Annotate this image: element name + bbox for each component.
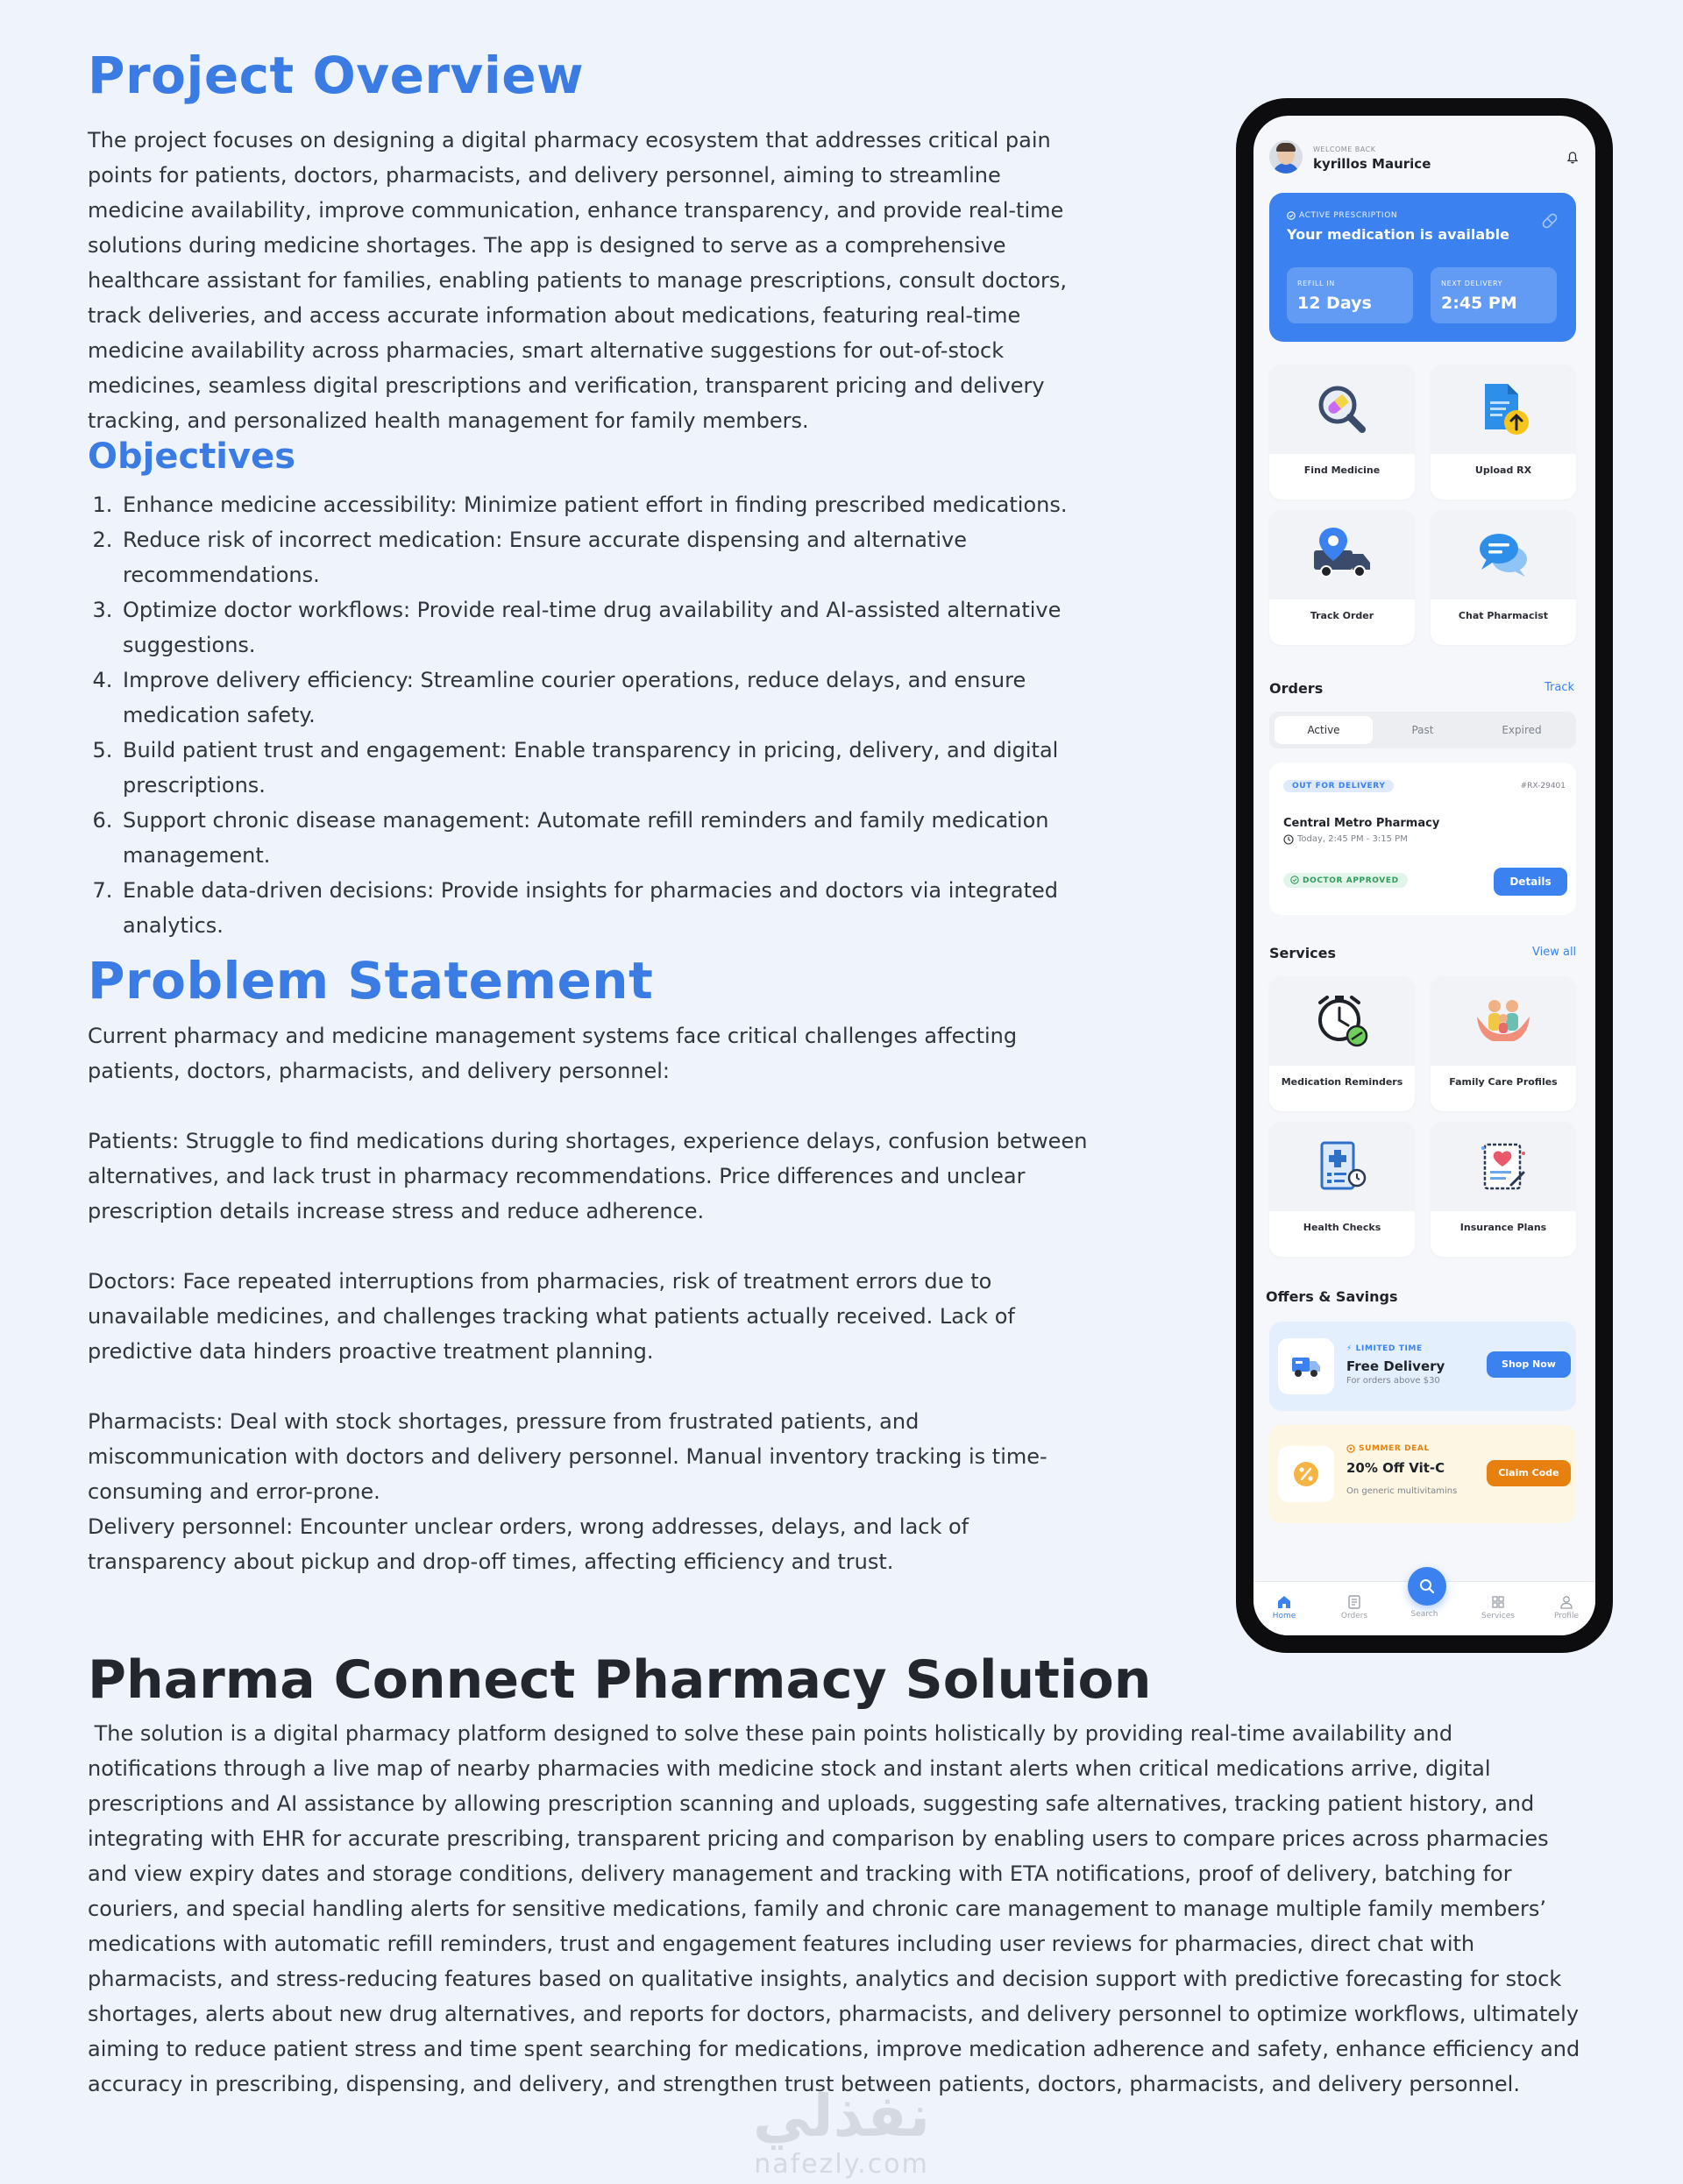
offer-title: Free Delivery (1346, 1358, 1445, 1374)
objective-item: 6. Support chronic disease management: Automate refill reminders and family medication management. (119, 803, 1136, 873)
truck-icon (1290, 1352, 1322, 1380)
receipt-icon (1346, 1594, 1362, 1610)
order-status-badge: OUT FOR DELIVERY (1283, 780, 1394, 792)
objective-item: 2. Reduce risk of incorrect medication: Ensure accurate dispensing and alternative recommendations. (119, 522, 1136, 592)
objective-item: 7. Enable data-driven decisions: Provide insights for pharmacies and doctors via integrated analytics. (119, 873, 1136, 943)
services-view-all-link[interactable]: View all (1532, 946, 1577, 959)
discount-icon (1292, 1460, 1320, 1488)
objective-item: 5. Build patient trust and engagement: Enable transparency in pricing, delivery, and digital prescriptions. (119, 733, 1136, 803)
watermark-latin: nafezly.com (754, 2149, 929, 2180)
problem-intro: Current pharmacy and medicine management systems face critical challenges affecting patients, doctors, pharmacists, and delivery personnel: (88, 1024, 1018, 1083)
overview-heading: Project Overview (88, 46, 585, 105)
sun-icon (1346, 1444, 1355, 1453)
pill-icon (1539, 210, 1560, 231)
nav-label: Orders (1340, 1612, 1368, 1620)
orders-track-link[interactable]: Track (1545, 681, 1575, 694)
order-card[interactable] (1269, 762, 1576, 915)
doctor-approved-badge (1283, 873, 1408, 888)
nav-home[interactable] (1253, 1594, 1315, 1620)
delivery-truck-icon (1310, 524, 1374, 585)
objectives-list (88, 487, 1136, 943)
chat-pharmacist-label: Chat Pharmacist (1458, 610, 1549, 621)
check-circle-icon (1290, 876, 1299, 884)
offer-vitamin-c[interactable] (1269, 1425, 1576, 1523)
offer-free-delivery[interactable] (1269, 1322, 1576, 1411)
track-order-label: Track Order (1310, 610, 1374, 621)
problem-delivery: Delivery personnel: Encounter unclear orders, wrong addresses, delays, and lack of transparency about pickup and drop-off times, affecting efficiency and trust. (88, 1514, 969, 1574)
tab-active[interactable]: Active (1275, 716, 1373, 744)
service-label: Medication Reminders (1281, 1076, 1403, 1088)
user-icon (1559, 1594, 1574, 1610)
service-medication-reminders[interactable] (1269, 976, 1415, 1111)
prescription-label: ACTIVE PRESCRIPTION (1299, 211, 1398, 220)
health-clipboard-icon (1311, 1136, 1373, 1197)
details-button[interactable]: Details (1494, 868, 1567, 896)
offer-subtitle: On generic multivitamins (1346, 1486, 1458, 1496)
next-delivery-label: NEXT DELIVERY (1441, 280, 1503, 287)
watermark-arabic: نفذلي (753, 2082, 930, 2150)
offer-icon-box (1278, 1446, 1334, 1502)
tab-past[interactable]: Past (1411, 724, 1434, 736)
objective-item: 1. Enhance medicine accessibility: Minimize patient effort in finding prescribed medications. (119, 487, 1136, 522)
problem-heading: Problem Statement (88, 951, 654, 1010)
nav-label: Services (1481, 1612, 1515, 1620)
order-time: Today, 2:45 PM - 3:15 PM (1297, 834, 1408, 844)
grid-icon (1490, 1594, 1506, 1610)
clock-icon (1283, 834, 1294, 845)
refill-label: REFILL IN (1297, 280, 1335, 287)
refill-box (1287, 267, 1413, 323)
nav-search[interactable] (1394, 1610, 1455, 1619)
upload-rx-tile[interactable] (1431, 365, 1576, 500)
search-fab[interactable] (1408, 1567, 1446, 1606)
service-family-care-profiles[interactable] (1431, 976, 1576, 1111)
problem-pharmacists: Pharmacists: Deal with stock shortages, pressure from frustrated patients, and miscommunication with doctors and delivery personnel. Manual inventory tracking is time-consuming and error-prone. (88, 1409, 1047, 1504)
offer-icon-box (1278, 1338, 1334, 1394)
doctor-approved-label: DOCTOR APPROVED (1303, 876, 1399, 885)
order-pharmacy: Central Metro Pharmacy (1283, 817, 1440, 830)
objective-item: 3. Optimize doctor workflows: Provide real-time drug availability and AI-assisted alternative suggestions. (119, 592, 1136, 663)
nav-label: Search (1410, 1610, 1438, 1619)
avatar[interactable] (1269, 140, 1303, 174)
chat-pharmacist-tile[interactable] (1431, 510, 1576, 645)
welcome-label: WELCOME BACK (1313, 145, 1376, 153)
offer-tag-text: LIMITED TIME (1355, 1344, 1423, 1353)
nav-orders[interactable] (1324, 1594, 1385, 1620)
find-medicine-label: Find Medicine (1303, 464, 1381, 476)
next-delivery-value: 2:45 PM (1441, 294, 1517, 313)
insurance-document-icon (1473, 1136, 1534, 1197)
problem-patients: Patients: Struggle to find medications during shortages, experience delays, confusion between alternatives, and lack trust in pharmacy recommendations. Price differences and unclear prescription details increase stress and reduce adherence. (88, 1129, 1088, 1223)
overview-paragraph: The project focuses on designing a digital pharmacy ecosystem that addresses critical pain points for patients, doctors, pharmacists, and delivery personnel, aiming to streamline medicine availability, improve communication, enhance transparency, and provide real-time solutions during medicine shortages. The app is designed to serve as a comprehensive healthcare assistant for families, enabling patients to manage prescriptions, consult doctors, track deliveries, and access accurate information about medications, featuring real-time medicine availability across pharmacies, smart alternative suggestions for out-of-stock medicines, seamless digital prescriptions and verification, transparent pricing and delivery tracking, and personalized health management for family members. (88, 128, 1068, 433)
offer-tag: ⚡ LIMITED TIME (1346, 1344, 1423, 1353)
find-medicine-tile[interactable] (1269, 365, 1415, 500)
upload-document-icon (1473, 379, 1534, 440)
home-icon (1276, 1594, 1292, 1610)
phone-mockup (1236, 98, 1613, 1653)
offer-tag: SUMMER DEAL (1359, 1444, 1430, 1453)
offer-title: 20% Off Vit-C (1346, 1460, 1445, 1476)
bell-icon[interactable] (1566, 151, 1580, 165)
chat-bubble-icon (1473, 524, 1534, 585)
solution-paragraph: The solution is a digital pharmacy platform designed to solve these pain points holistically by providing real-time availability and notifications through a live map of nearby pharmacies with medicine stock and instant alerts when critical medications arrive, digital prescriptions and AI assistance by allowing prescription scanning and uploads, suggesting safe alternatives, tracking patient history, and integrating with EHR for accurate prescribing, transparent pricing and comparison by enabling users to compare prices across pharmacies and view expiry dates and storage conditions, delivery management and tracking with ETA notifications, proof of delivery, batching for couriers, and special handling alerts for sensitive medications, family and chronic care management to manage multiple family members’ medications with automatic refill reminders, trust and engagement features including user reviews for pharmacies, direct chat with pharmacists, and stress-reducing features based on qualitative insights, analytics and decision support with predictive forecasting for stock shortages, alerts about new drug alternatives, and reports for doctors, pharmacists, and delivery personnel to optimize workflows, ultimately aiming to reduce patient stress and time spent searching for medications, improve medication adherence and safety, enhance efficiency and accuracy in prescribing, dispensing, and delivery, and strengthen trust between patients, doctors, pharmacists, and delivery personnel. (88, 1721, 1587, 2096)
service-insurance-plans[interactable] (1431, 1122, 1576, 1257)
refill-value: 12 Days (1297, 294, 1372, 313)
alarm-clock-icon (1311, 990, 1373, 1052)
nav-label: Home (1272, 1612, 1296, 1620)
prescription-card[interactable] (1269, 193, 1576, 342)
prescription-title: Your medication is available (1287, 226, 1509, 243)
family-icon (1472, 990, 1535, 1052)
service-health-checks[interactable] (1269, 1122, 1415, 1257)
tab-expired[interactable]: Expired (1502, 724, 1542, 736)
service-label: Family Care Profiles (1449, 1076, 1558, 1088)
orders-tabs (1269, 712, 1576, 748)
app-screen (1253, 116, 1595, 1635)
claim-code-button[interactable]: Claim Code (1487, 1460, 1571, 1486)
objective-item: 4. Improve delivery efficiency: Streamline courier operations, reduce delays, and ensure medication safety. (119, 663, 1136, 733)
magnifier-pill-icon (1311, 379, 1373, 440)
nav-services[interactable] (1467, 1594, 1529, 1620)
track-order-tile[interactable] (1269, 510, 1415, 645)
services-title: Services (1269, 945, 1337, 961)
shop-now-button[interactable]: Shop Now (1487, 1351, 1571, 1378)
solution-heading: Pharma Connect Pharmacy Solution (88, 1649, 1152, 1711)
order-id: #RX-29401 (1520, 782, 1566, 791)
objectives-heading: Objectives (88, 436, 296, 477)
offers-title: Offers & Savings (1266, 1288, 1398, 1305)
nav-profile[interactable] (1536, 1594, 1595, 1620)
orders-title: Orders (1269, 680, 1324, 697)
upload-rx-label: Upload RX (1474, 464, 1532, 476)
offer-subtitle: For orders above $30 (1346, 1376, 1440, 1386)
service-label: Health Checks (1303, 1222, 1381, 1233)
nav-label: Profile (1554, 1612, 1579, 1620)
problem-doctors: Doctors: Face repeated interruptions from pharmacies, risk of treatment errors due to unavailable medicines, and challenges tracking what patients actually received. Lack of predictive data hinders proactive treatment planning. (88, 1269, 1015, 1364)
user-name: kyrillos Maurice (1313, 156, 1431, 172)
check-circle-icon (1287, 211, 1296, 220)
service-label: Insurance Plans (1459, 1222, 1547, 1233)
next-delivery-box (1431, 267, 1557, 323)
search-icon (1418, 1578, 1436, 1595)
